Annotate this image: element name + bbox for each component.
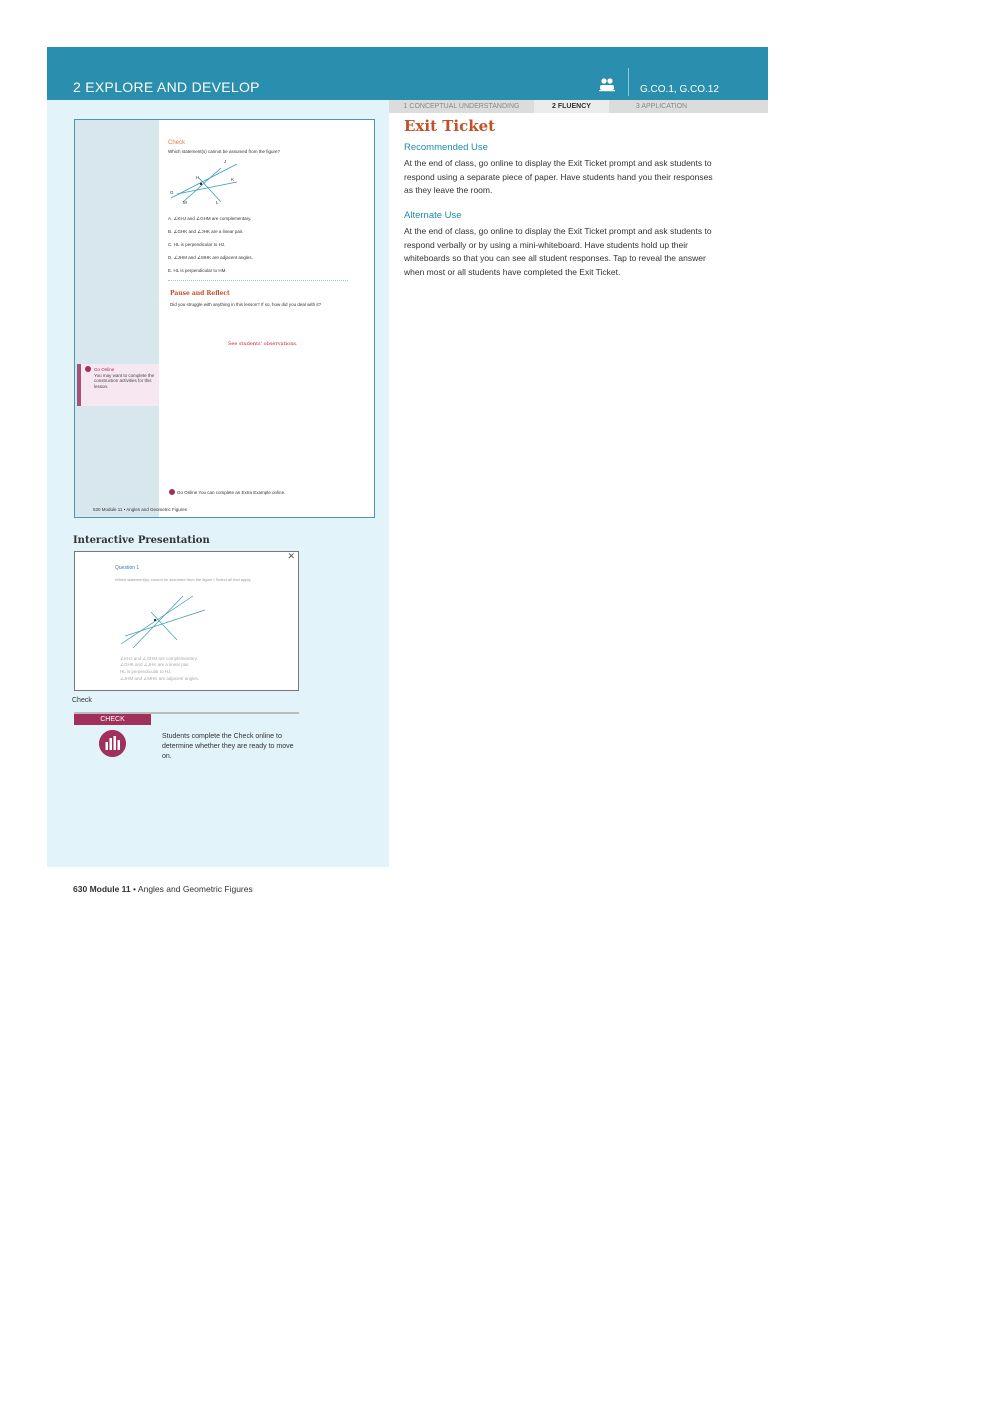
exit-ticket-title: Exit Ticket	[404, 117, 496, 135]
point-label-h: H	[196, 175, 200, 180]
bar-chart-icon	[99, 730, 126, 757]
choice-c: C. HL is perpendicular to HJ.	[168, 242, 226, 247]
section-divider	[168, 280, 348, 281]
ip-choice-c[interactable]: HL is perpendicular to HJ.	[120, 669, 172, 674]
question-label: Question 1	[115, 565, 140, 571]
tab-conceptual-understanding[interactable]: 1 CONCEPTUAL UNDERSTANDING	[403, 103, 520, 110]
section-title: 2 EXPLORE AND DEVELOP	[73, 79, 260, 95]
choice-b: B. ∠GHK and ∠JHK are a linear pair.	[168, 229, 244, 234]
recommended-use-text: At the end of class, go online to display the Exit Ticket prompt and ask students to respond using a separate piece of paper. Have students hand you their responses as they leave the room.	[404, 158, 713, 195]
standards-codes: G.CO.1, G.CO.12	[640, 84, 719, 95]
go-online-bottom-text: Go Online You can complete an Extra Example online.	[177, 490, 286, 495]
tab-application[interactable]: 3 APPLICATION	[635, 103, 688, 110]
question-text: Which statement(s) cannot be assumed from the figure? Select all that apply.	[115, 577, 252, 582]
module-label: Module 11	[89, 884, 131, 894]
go-online-text: You may want to complete the construction activities for this lesson.	[94, 372, 155, 389]
choice-d: D. ∠JHM and ∠MHK are adjacent angles.	[168, 255, 253, 260]
check-caption: Check	[72, 697, 92, 704]
ip-choice-d[interactable]: ∠JHM and ∠MHK are adjacent angles.	[120, 676, 200, 681]
check-description: Students complete the Check online to determine whether they are ready to move on.	[162, 733, 294, 760]
alternate-use-heading: Alternate Use	[404, 210, 462, 221]
tab-bar	[389, 100, 768, 113]
go-online-note	[77, 364, 159, 406]
check-question: Which statement(s) cannot be assumed from the figure?	[168, 149, 281, 154]
answer-text: See students' observations.	[228, 341, 298, 347]
point-label-k: K	[231, 177, 235, 182]
point-label-l: L	[216, 200, 219, 205]
pause-reflect-text: Did you struggle with anything in this lesson? If so, how did you deal with it?	[170, 302, 322, 307]
page-thumbnail	[74, 119, 375, 518]
recommended-use-heading: Recommended Use	[404, 142, 488, 153]
point-label-j: J	[224, 159, 227, 164]
point-label-m: M	[183, 200, 187, 205]
alternate-use-text: At the end of class, go online to display the Exit Ticket prompt and ask students to respond verbally or by using a mini-whiteboard. Have students hold up their whiteboards so that you can see all student responses. Tap to reveal the answer when most or all students have completed the Exit Ticket.	[404, 226, 712, 277]
tab-fluency[interactable]: 2 FLUENCY	[534, 100, 609, 113]
thumbnail-footer: 630 Module 11 • Angles and Geometric Figures	[93, 507, 188, 512]
choice-a: A. ∠KHJ and ∠GHM are complementary.	[168, 216, 252, 221]
check-heading: Check	[168, 140, 186, 146]
go-online-bottom-icon	[169, 489, 175, 495]
check-banner: CHECK	[74, 714, 151, 725]
interactive-presentation-title: Interactive Presentation	[73, 535, 210, 546]
interactive-figure	[115, 590, 210, 650]
geometry-figure	[165, 158, 245, 206]
point-label-g: G	[170, 190, 174, 195]
interactive-presentation-frame[interactable]	[74, 551, 299, 691]
choice-e: E. HL is perpendicular to HM.	[168, 268, 227, 273]
ip-choice-a[interactable]: ∠KHJ and ∠GHM are complementary.	[120, 656, 198, 661]
pause-reflect-title: Pause and Reflect	[170, 290, 230, 297]
go-online-icon	[85, 366, 91, 372]
module-topic: Angles and Geometric Figures	[137, 884, 253, 894]
go-online-title: Go Online	[94, 367, 115, 372]
header-divider	[628, 68, 629, 96]
page-number: 630	[73, 884, 88, 894]
ip-choice-b[interactable]: ∠GHK and ∠JHK are a linear pair.	[120, 662, 190, 667]
thumbnail-margin	[75, 120, 159, 517]
group-icon	[598, 77, 616, 93]
footer-separator: •	[133, 884, 137, 894]
page-footer	[73, 884, 253, 894]
close-icon[interactable]: ✕	[287, 551, 295, 561]
